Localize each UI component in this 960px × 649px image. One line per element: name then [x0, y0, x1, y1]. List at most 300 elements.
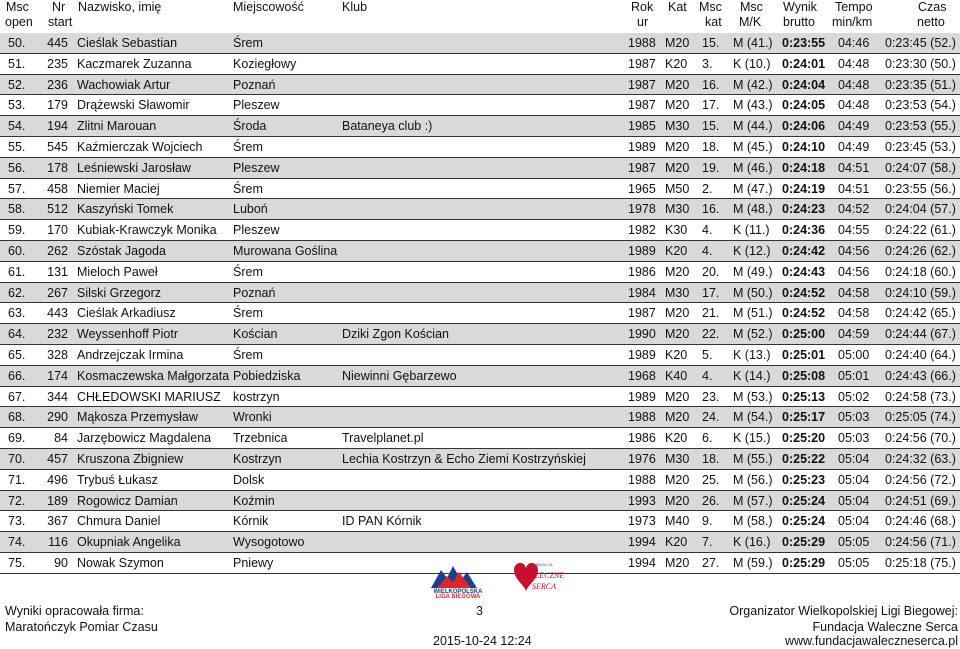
city-cell: Murowana Goślina	[233, 243, 338, 258]
pace-cell: 05:03	[838, 431, 870, 446]
gender-place-cell: M (56.)	[733, 472, 773, 487]
club-cell: Niewinni Gębarzewo	[342, 368, 457, 383]
table-row	[0, 491, 960, 512]
birth-year-cell: 1994	[628, 535, 656, 550]
net-time-cell: 0:23:55 (56.)	[885, 181, 956, 196]
header-tempo-sub: min/km	[832, 15, 873, 29]
category-place-cell: 18.	[702, 139, 720, 154]
runner-name-cell: Weyssenhoff Piotr	[77, 327, 178, 342]
city-cell: Śrem	[233, 306, 263, 321]
gross-time-cell: 0:25:24	[782, 493, 826, 508]
gender-place-cell: K (13.)	[733, 347, 771, 362]
footer-timestamp: 2015-10-24 12:24	[433, 634, 532, 648]
table-row	[0, 387, 960, 408]
category-place-cell: 27.	[702, 555, 720, 570]
header-nr-sub: start	[48, 15, 73, 29]
header-name: Nazwisko, imię	[78, 0, 162, 14]
category-cell: K30	[665, 223, 688, 238]
category-place-cell: 16.	[702, 77, 720, 92]
pace-cell: 04:58	[838, 306, 870, 321]
category-cell: K20	[665, 431, 688, 446]
runner-name-cell: Szóstak Jagoda	[77, 243, 166, 258]
header-msc-open-sub: open	[5, 15, 33, 29]
club-cell: Bataneya club :)	[342, 119, 433, 134]
category-place-cell: 23.	[702, 389, 720, 404]
pace-cell: 05:02	[838, 389, 870, 404]
category-cell: M20	[665, 410, 690, 425]
city-cell: Pobiedziska	[233, 368, 301, 383]
birth-year-cell: 1978	[628, 202, 656, 217]
gender-place-cell: M (54.)	[733, 410, 773, 425]
start-number-cell: 179	[47, 98, 68, 113]
net-time-cell: 0:24:22 (61.)	[885, 223, 956, 238]
category-cell: K20	[665, 535, 688, 550]
table-row	[0, 345, 960, 366]
birth-year-cell: 1987	[628, 306, 656, 321]
runner-name-cell: Mąkosza Przemysław	[77, 410, 198, 425]
position-cell: 59.	[8, 223, 26, 238]
gender-place-cell: M (42.)	[733, 77, 773, 92]
footer-organizer-name: Fundacja Waleczne Serca	[812, 620, 958, 634]
start-number-cell: 174	[47, 368, 68, 383]
runner-name-cell: Zlitni Marouan	[77, 119, 157, 134]
net-time-cell: 0:24:46 (68.)	[885, 514, 956, 529]
category-cell: M30	[665, 119, 690, 134]
gender-place-cell: K (14.)	[733, 368, 771, 383]
runner-name-cell: Nowak Szymon	[77, 555, 164, 570]
category-place-cell: 21.	[702, 306, 720, 321]
position-cell: 54.	[8, 119, 26, 134]
position-cell: 74.	[8, 535, 26, 550]
gender-place-cell: M (51.)	[733, 306, 773, 321]
gender-place-cell: M (43.)	[733, 98, 773, 113]
net-time-cell: 0:24:43 (66.)	[885, 368, 956, 383]
birth-year-cell: 1984	[628, 285, 656, 300]
position-cell: 75.	[8, 555, 26, 570]
category-cell: K20	[665, 56, 688, 71]
gross-time-cell: 0:25:29	[782, 535, 826, 550]
gender-place-cell: M (47.)	[733, 181, 773, 196]
pace-cell: 04:59	[838, 327, 870, 342]
net-time-cell: 0:23:45 (52.)	[885, 36, 956, 50]
birth-year-cell: 1988	[628, 472, 656, 487]
category-place-cell: 6.	[702, 431, 713, 446]
start-number-cell: 189	[47, 493, 68, 508]
table-row	[0, 95, 960, 116]
net-time-cell: 0:24:26 (62.)	[885, 243, 956, 258]
category-cell: K20	[665, 347, 688, 362]
birth-year-cell: 1987	[628, 160, 656, 175]
table-row	[0, 470, 960, 491]
start-number-cell: 84	[54, 431, 68, 446]
gender-place-cell: M (59.)	[733, 555, 773, 570]
runner-name-cell: Leśniewski Jarosław	[77, 160, 191, 175]
category-place-cell: 24.	[702, 410, 720, 425]
runner-name-cell: Kubiak-Krawczyk Monika	[77, 223, 217, 238]
gender-place-cell: M (49.)	[733, 264, 773, 279]
header-msc-mk-sub: M/K	[739, 15, 762, 29]
net-time-cell: 0:24:44 (67.)	[885, 327, 956, 342]
category-cell: M20	[665, 327, 690, 342]
header-kat: Kat	[668, 0, 687, 14]
position-cell: 63.	[8, 306, 26, 321]
pace-cell: 04:58	[838, 285, 870, 300]
birth-year-cell: 1982	[628, 223, 656, 238]
category-place-cell: 2.	[702, 181, 713, 196]
category-place-cell: 4.	[702, 368, 713, 383]
position-cell: 62.	[8, 285, 26, 300]
city-cell: Wysogotowo	[233, 535, 305, 550]
position-cell: 60.	[8, 243, 26, 258]
category-place-cell: 25.	[702, 472, 720, 487]
start-number-cell: 328	[47, 347, 68, 362]
gender-place-cell: M (46.)	[733, 160, 773, 175]
pace-cell: 05:05	[838, 555, 870, 570]
table-row	[0, 324, 960, 345]
birth-year-cell: 1987	[628, 98, 656, 113]
birth-year-cell: 1987	[628, 77, 656, 92]
runner-name-cell: Jarzębowicz Magdalena	[77, 431, 212, 446]
liga-logo-text-1: WIELKOPOLSKA	[433, 589, 483, 595]
start-number-cell: 131	[47, 264, 68, 279]
city-cell: Kostrzyn	[233, 451, 282, 466]
net-time-cell: 0:24:56 (72.)	[885, 472, 956, 487]
club-cell: ID PAN Kórnik	[342, 514, 422, 529]
position-cell: 61.	[8, 264, 26, 279]
birth-year-cell: 1989	[628, 243, 656, 258]
gross-time-cell: 0:25:01	[782, 347, 826, 362]
category-cell: M20	[665, 160, 690, 175]
pace-cell: 04:55	[838, 223, 870, 238]
gross-time-cell: 0:24:42	[782, 243, 826, 258]
start-number-cell: 178	[47, 160, 68, 175]
birth-year-cell: 1990	[628, 327, 656, 342]
category-place-cell: 17.	[702, 98, 720, 113]
city-cell: Koźmin	[233, 493, 275, 508]
category-cell: M30	[665, 451, 690, 466]
start-number-cell: 367	[47, 514, 68, 529]
start-number-cell: 116	[48, 535, 68, 550]
birth-year-cell: 1989	[628, 347, 656, 362]
category-place-cell: 16.	[702, 202, 720, 217]
position-cell: 72.	[8, 493, 26, 508]
category-place-cell: 19.	[702, 160, 720, 175]
birth-year-cell: 1985	[628, 119, 656, 134]
birth-year-cell: 1988	[628, 36, 656, 50]
pace-cell: 04:48	[838, 56, 870, 71]
position-cell: 58.	[8, 202, 26, 217]
city-cell: Pniewy	[233, 555, 274, 570]
start-number-cell: 443	[47, 306, 68, 321]
header-msc-kat-sub: kat	[705, 15, 722, 29]
gross-time-cell: 0:24:05	[782, 98, 826, 113]
start-number-cell: 344	[47, 389, 68, 404]
category-place-cell: 15.	[702, 119, 720, 134]
table-row	[0, 33, 960, 54]
runner-name-cell: Kaszyński Tomek	[77, 202, 174, 217]
header-msc-mk: Msc	[740, 0, 763, 14]
gross-time-cell: 0:24:52	[782, 306, 826, 321]
city-cell: Kościan	[233, 327, 278, 342]
gender-place-cell: M (44.)	[733, 119, 773, 134]
birth-year-cell: 1993	[628, 493, 656, 508]
city-cell: Koziegłowy	[233, 56, 297, 71]
gross-time-cell: 0:24:19	[782, 181, 826, 196]
net-time-cell: 0:23:53 (54.)	[885, 98, 956, 113]
gross-time-cell: 0:25:23	[782, 472, 826, 487]
birth-year-cell: 1989	[628, 139, 656, 154]
table-row	[0, 116, 960, 137]
liga-logo-text-2: LIGA BIEGOWA	[435, 594, 481, 600]
gender-place-cell: K (12.)	[733, 243, 771, 258]
gross-time-cell: 0:24:04	[782, 77, 826, 92]
category-place-cell: 17.	[702, 285, 720, 300]
footer-company-label: Wyniki opracowała firma:	[5, 604, 144, 618]
start-number-cell: 194	[47, 119, 68, 134]
position-cell: 55.	[8, 139, 26, 154]
table-row	[0, 449, 960, 470]
category-place-cell: 22.	[702, 327, 720, 342]
birth-year-cell: 1986	[628, 431, 656, 446]
table-row	[0, 303, 960, 324]
footer-organizer-label: Organizator Wielkopolskiej Ligi Biegowej:	[729, 604, 958, 618]
category-place-cell: 18.	[702, 451, 720, 466]
city-cell: Poznań	[233, 285, 276, 300]
gender-place-cell: K (16.)	[733, 535, 771, 550]
runner-name-cell: Kosmaczewska Małgorzata	[77, 368, 230, 383]
category-place-cell: 5.	[702, 347, 713, 362]
fundacja-logo-text-2: WALECZNE	[523, 571, 565, 580]
gross-time-cell: 0:25:22	[782, 451, 826, 466]
header-msc-kat: Msc	[699, 0, 722, 14]
category-cell: M40	[665, 514, 690, 529]
category-place-cell: 3.	[702, 56, 713, 71]
gross-time-cell: 0:24:01	[782, 56, 826, 71]
position-cell: 50.	[8, 36, 26, 50]
position-cell: 71.	[8, 472, 26, 487]
start-number-cell: 290	[47, 410, 68, 425]
net-time-cell: 0:24:56 (70.)	[885, 431, 956, 446]
start-number-cell: 236	[47, 77, 68, 92]
category-place-cell: 20.	[702, 264, 720, 279]
category-place-cell: 26.	[702, 493, 720, 508]
table-header	[0, 0, 960, 32]
header-tempo: Tempo	[835, 0, 873, 14]
position-cell: 57.	[8, 181, 26, 196]
runner-name-cell: Drążewski Sławomir	[77, 98, 190, 113]
runner-name-cell: Mieloch Paweł	[77, 264, 158, 279]
pace-cell: 04:48	[838, 77, 870, 92]
net-time-cell: 0:24:18 (60.)	[885, 264, 956, 279]
gender-place-cell: K (11.)	[733, 223, 770, 238]
category-place-cell: 4.	[702, 223, 713, 238]
sponsor-logos	[0, 556, 960, 600]
wielkopolska-liga-biegowa-logo	[427, 558, 489, 598]
gender-place-cell: K (10.)	[733, 56, 771, 71]
gross-time-cell: 0:24:36	[782, 223, 826, 238]
position-cell: 67.	[8, 389, 26, 404]
header-rok-sub: ur	[637, 15, 649, 29]
city-cell: Śrem	[233, 139, 263, 154]
category-cell: M20	[665, 98, 690, 113]
start-number-cell: 457	[47, 451, 68, 466]
runner-name-cell: Andrzejczak Irmina	[77, 347, 184, 362]
city-cell: Luboń	[233, 202, 268, 217]
category-cell: M20	[665, 472, 690, 487]
net-time-cell: 0:24:32 (63.)	[885, 451, 956, 466]
gender-place-cell: M (41.)	[733, 36, 773, 50]
fundacja-logo-text-1: FUNDACJA	[531, 562, 553, 567]
runner-name-cell: Rogowicz Damian	[77, 493, 178, 508]
gender-place-cell: M (57.)	[733, 493, 773, 508]
city-cell: kostrzyn	[233, 389, 280, 404]
table-row	[0, 241, 960, 262]
net-time-cell: 0:23:30 (50.)	[885, 56, 956, 71]
start-number-cell: 90	[54, 555, 68, 570]
category-cell: M30	[665, 202, 690, 217]
table-row	[0, 158, 960, 179]
position-cell: 70.	[8, 451, 26, 466]
net-time-cell: 0:25:18 (75.)	[885, 555, 956, 570]
start-number-cell: 496	[47, 472, 68, 487]
gross-time-cell: 0:24:43	[782, 264, 826, 279]
header-rok: Rok	[631, 0, 654, 14]
club-cell: Lechia Kostrzyn & Echo Ziemi Kostrzyńskiej	[342, 451, 586, 466]
position-cell: 65.	[8, 347, 26, 362]
club-cell: Travelplanet.pl	[342, 431, 424, 446]
gender-place-cell: K (15.)	[733, 431, 771, 446]
category-cell: K40	[665, 368, 688, 383]
table-row	[0, 54, 960, 75]
category-cell: M20	[665, 139, 690, 154]
net-time-cell: 0:23:45 (53.)	[885, 139, 956, 154]
table-row	[0, 366, 960, 387]
pace-cell: 04:52	[838, 202, 870, 217]
category-cell: M20	[665, 264, 690, 279]
table-row	[0, 532, 960, 553]
gender-place-cell: M (55.)	[733, 451, 773, 466]
gross-time-cell: 0:25:17	[782, 410, 826, 425]
pace-cell: 05:03	[838, 410, 870, 425]
city-cell: Wronki	[233, 410, 272, 425]
gross-time-cell: 0:25:13	[782, 389, 826, 404]
header-msc-open: Msc	[6, 0, 29, 14]
gender-place-cell: M (53.)	[733, 389, 773, 404]
city-cell: Kórnik	[233, 514, 269, 529]
runner-name-cell: Kruszona Zbigniew	[77, 451, 184, 466]
gross-time-cell: 0:25:24	[782, 514, 826, 529]
gender-place-cell: M (52.)	[733, 327, 773, 342]
table-row	[0, 199, 960, 220]
header-wynik-sub: brutto	[783, 15, 815, 29]
footer-organizer-url: www.fundacjawaleczneserca.pl	[784, 634, 958, 648]
header-czas-sub: netto	[917, 15, 945, 29]
city-cell: Pleszew	[233, 98, 280, 113]
results-table	[0, 33, 960, 574]
gender-place-cell: M (48.)	[733, 202, 773, 217]
net-time-cell: 0:24:58 (73.)	[885, 389, 956, 404]
start-number-cell: 232	[47, 327, 68, 342]
runner-name-cell: Okupniak Angelika	[77, 535, 181, 550]
net-time-cell: 0:24:07 (58.)	[885, 160, 956, 175]
footer-page-number: 3	[476, 604, 483, 618]
footer-company-name: Maratończyk Pomiar Czasu	[5, 620, 158, 634]
gross-time-cell: 0:24:06	[782, 119, 826, 134]
gross-time-cell: 0:23:55	[782, 36, 826, 50]
pace-cell: 04:56	[838, 243, 870, 258]
birth-year-cell: 1986	[628, 264, 656, 279]
table-row	[0, 407, 960, 428]
city-cell: Pleszew	[233, 223, 280, 238]
net-time-cell: 0:24:56 (71.)	[885, 535, 956, 550]
city-cell: Śrem	[233, 36, 263, 50]
net-time-cell: 0:24:10 (59.)	[885, 285, 956, 300]
start-number-cell: 445	[47, 36, 68, 50]
pace-cell: 05:04	[838, 514, 870, 529]
net-time-cell: 0:24:42 (65.)	[885, 306, 956, 321]
position-cell: 52.	[8, 77, 26, 92]
start-number-cell: 170	[47, 223, 68, 238]
net-time-cell: 0:24:04 (57.)	[885, 202, 956, 217]
city-cell: Pleszew	[233, 160, 280, 175]
runner-name-cell: Wachowiak Artur	[77, 77, 171, 92]
category-cell: M50	[665, 181, 690, 196]
gross-time-cell: 0:24:10	[782, 139, 826, 154]
runner-name-cell: Cieślak Arkadiusz	[77, 306, 176, 321]
position-cell: 64.	[8, 327, 26, 342]
start-number-cell: 262	[47, 243, 68, 258]
runner-name-cell: Kaczmarek Zuzanna	[77, 56, 192, 71]
gross-time-cell: 0:24:23	[782, 202, 826, 217]
position-cell: 73.	[8, 514, 26, 529]
gross-time-cell: 0:25:20	[782, 431, 826, 446]
position-cell: 51.	[8, 56, 26, 71]
gross-time-cell: 0:25:08	[782, 368, 826, 383]
net-time-cell: 0:24:40 (64.)	[885, 347, 956, 362]
pace-cell: 05:04	[838, 472, 870, 487]
category-place-cell: 9.	[702, 514, 713, 529]
gross-time-cell: 0:25:00	[782, 327, 826, 342]
start-number-cell: 458	[47, 181, 68, 196]
birth-year-cell: 1987	[628, 56, 656, 71]
table-row	[0, 262, 960, 283]
runner-name-cell: Trybuś Łukasz	[77, 472, 158, 487]
position-cell: 66.	[8, 368, 26, 383]
birth-year-cell: 1973	[628, 514, 656, 529]
header-czas: Czas	[918, 0, 947, 14]
gender-place-cell: M (58.)	[733, 514, 773, 529]
runner-name-cell: CHŁEDOWSKI MARIUSZ	[77, 389, 221, 404]
gender-place-cell: M (45.)	[733, 139, 773, 154]
position-cell: 68.	[8, 410, 26, 425]
birth-year-cell: 1989	[628, 389, 656, 404]
pace-cell: 05:01	[838, 368, 870, 383]
city-cell: Śrem	[233, 347, 263, 362]
category-place-cell: 7.	[702, 535, 713, 550]
pace-cell: 04:56	[838, 264, 870, 279]
city-cell: Poznań	[233, 77, 276, 92]
gross-time-cell: 0:24:52	[782, 285, 826, 300]
category-cell: M20	[665, 493, 690, 508]
city-cell: Trzebnica	[233, 431, 288, 446]
table-row	[0, 511, 960, 532]
start-number-cell: 235	[47, 56, 68, 71]
city-cell: Dolsk	[233, 472, 265, 487]
table-row	[0, 428, 960, 449]
category-place-cell: 4.	[702, 243, 713, 258]
header-wynik: Wynik	[783, 0, 817, 14]
fundacja-waleczne-serca-logo	[500, 556, 565, 600]
